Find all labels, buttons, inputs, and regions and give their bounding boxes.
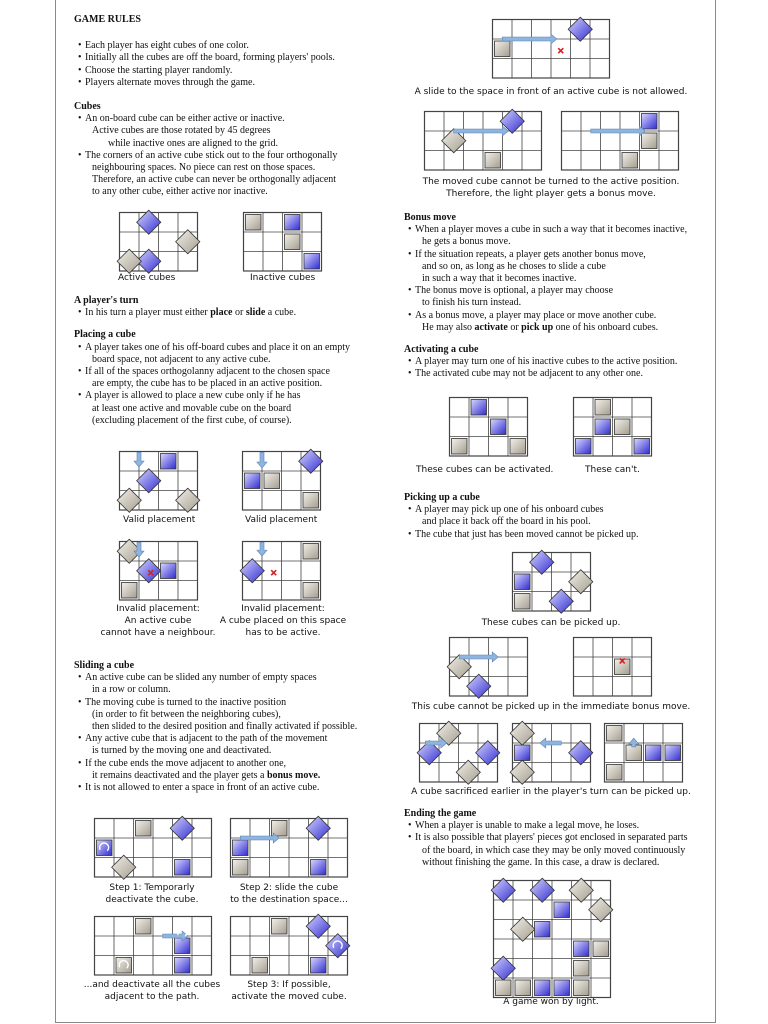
rule-line: • When a player is unable to make a legal move, he loses. — [404, 820, 704, 832]
rule-line — [404, 224, 704, 248]
diagram-not-picked-2 — [573, 637, 651, 697]
rule-line — [404, 285, 704, 309]
rule-line — [74, 672, 384, 696]
diagram-moved-cube-1 — [424, 111, 541, 171]
caption-valid-placement: Valid placement — [123, 515, 196, 525]
dark-inactive-cube-icon — [161, 454, 177, 470]
game-rules-title: GAME RULES — [74, 14, 141, 25]
light-inactive-cube-icon — [593, 941, 609, 957]
activating-heading: Activating a cube — [404, 344, 479, 356]
caption-can-activate: These cubes can be activated. — [416, 465, 554, 475]
dark-inactive-cube-icon — [642, 114, 658, 130]
light-inactive-cube-icon — [136, 821, 152, 837]
bonus-list — [404, 224, 704, 334]
caption-line: A cube placed on this space — [219, 616, 347, 626]
dark-inactive-cube-icon — [554, 980, 570, 996]
rule-text: When a player moves a cube in such a way that it becomes inactive, — [415, 224, 688, 236]
diagram-inactive-cubes — [243, 212, 321, 272]
diagram-sacrificed-1 — [419, 723, 497, 783]
caption-picked-up: These cubes can be picked up. — [481, 618, 621, 628]
diagram-not-picked-1 — [449, 637, 527, 697]
rule-line — [74, 697, 384, 734]
diagram-step3 — [230, 916, 347, 976]
light-inactive-cube-icon — [615, 419, 631, 435]
diagram-step-deactivate — [94, 916, 211, 976]
dark-inactive-cube-icon — [175, 860, 191, 876]
dark-inactive-cube-icon — [161, 563, 177, 579]
rules-page — [55, 0, 716, 1023]
rule-text: are empty, the cube has to be placed in an active position. — [92, 378, 323, 390]
caption-cant-activate: These can't. — [585, 465, 640, 475]
caption-line: to the destination space... — [230, 895, 348, 905]
caption-inactive-cubes: Inactive cubes — [250, 273, 316, 283]
light-inactive-cube-icon — [495, 41, 511, 57]
caption-line: An active cube — [124, 616, 192, 626]
rule-text: he gets a bonus move. — [422, 236, 511, 248]
caption-line: Step 2: slide the cube — [239, 883, 339, 893]
light-inactive-cube-icon — [264, 473, 280, 489]
light-inactive-cube-icon — [303, 583, 319, 599]
caption-slide-front: A slide to the space in front of an active cube is not allowed. — [414, 87, 688, 97]
rule-text: it remains deactivated and the player gets a — [92, 769, 267, 781]
light-inactive-cube-icon — [607, 765, 623, 781]
dark-inactive-cube-icon — [554, 902, 570, 918]
ending-heading: Ending the game — [404, 808, 477, 819]
diagram-picked-up — [512, 552, 590, 612]
light-inactive-cube-icon — [595, 400, 611, 416]
dark-inactive-cube-icon — [515, 745, 531, 761]
diagram-valid-placement-1 — [119, 451, 197, 511]
dark-inactive-cube-icon — [576, 439, 592, 455]
rule-text: while inactive ones are aligned to the grid. — [108, 137, 278, 149]
caption-line: Invalid placement: — [116, 604, 200, 614]
light-inactive-cube-icon — [136, 919, 152, 935]
dark-inactive-cube-icon — [233, 840, 249, 856]
intro-item: • Players alternate moves through the game. — [74, 77, 384, 89]
light-inactive-cube-icon — [285, 234, 301, 250]
intro-list — [74, 40, 384, 89]
rule-text: (excluding placement of the first cube, of course). — [92, 414, 292, 426]
light-inactive-cube-icon — [626, 745, 642, 761]
caption-invalid-active — [218, 603, 348, 639]
diagram-sacrificed-3 — [604, 723, 682, 783]
caption-line: Step 1: Temporarly — [109, 883, 195, 893]
rule-line — [74, 150, 384, 199]
rule-text: without finishing the game. In this case, a draw is declared. — [422, 856, 660, 868]
dark-inactive-cube-icon — [471, 400, 487, 416]
diagram-slide-front — [492, 19, 609, 79]
light-inactive-cube-icon — [303, 493, 319, 509]
rule-line — [74, 758, 384, 782]
light-inactive-cube-icon — [272, 919, 288, 935]
dark-inactive-cube-icon — [574, 941, 590, 957]
rule-text: bonus move. — [266, 769, 321, 781]
light-inactive-cube-icon — [485, 153, 501, 169]
rule-text: If the situation repeats, a player gets another bonus move, — [415, 248, 646, 260]
light-inactive-cube-icon — [246, 215, 262, 231]
rule-text: The corners of an active cube stick out to the four orthogonally — [85, 149, 338, 161]
caption-line: adjacent to the path. — [104, 992, 200, 1002]
rule-text: a cube. — [265, 307, 297, 319]
caption-active-cubes: Active cubes — [118, 273, 176, 283]
dark-inactive-cube-icon — [665, 745, 681, 761]
caption-line: cannot have a neighbour. — [100, 628, 216, 638]
rule-line — [404, 249, 704, 286]
light-inactive-cube-icon — [496, 980, 512, 996]
rule-line: • It is not allowed to enter a space in front of an active cube. — [74, 782, 384, 794]
rule-text: and so on, as long as he choses to slide a cube — [422, 260, 606, 272]
rule-text: to finish his turn instead. — [422, 297, 522, 309]
rule-line — [74, 307, 384, 319]
diagram-sacrificed-2 — [512, 723, 590, 783]
rule-text: The bonus move is optional, a player may choose — [415, 285, 614, 297]
light-inactive-cube-icon — [515, 980, 531, 996]
right-rules-bonus — [404, 212, 704, 381]
light-inactive-cube-icon — [642, 133, 658, 149]
rule-text: and place it back off the board in his pool. — [422, 516, 591, 528]
caption-valid-placement: Valid placement — [245, 515, 318, 525]
dark-inactive-cube-icon — [646, 745, 662, 761]
dark-inactive-cube-icon — [311, 860, 327, 876]
dark-inactive-cube-icon — [595, 419, 611, 435]
light-inactive-cube-icon — [252, 958, 268, 974]
rule-text: If all of the spaces orthogolanny adjacent to the chosen space — [85, 366, 330, 378]
diagram-step2 — [230, 818, 347, 878]
rule-line — [404, 310, 704, 334]
turn-list — [74, 307, 384, 319]
light-inactive-cube-icon — [515, 594, 531, 610]
rule-line — [74, 733, 384, 757]
left-rules-turn — [74, 295, 384, 427]
rule-line — [404, 504, 704, 528]
rule-line: • The cube that just has been moved cannot be picked up. — [404, 529, 704, 541]
dark-inactive-cube-icon — [285, 215, 301, 231]
dark-inactive-cube-icon — [535, 980, 551, 996]
caption-not-picked: This cube cannot be picked up in the immediate bonus move. — [411, 702, 691, 712]
picking-heading: Picking up a cube — [404, 492, 480, 503]
rule-text: Therefore, an active cube can never be orthogonally adjacent — [92, 174, 337, 186]
light-inactive-cube-icon — [607, 726, 623, 742]
diagram-step1 — [94, 818, 211, 878]
left-rules-sliding — [74, 660, 384, 794]
rule-text: of the board, in which case they may be only moved continuously — [422, 844, 686, 856]
light-inactive-cube-icon — [510, 439, 526, 455]
caption-step3 — [224, 979, 354, 1003]
light-inactive-cube-icon — [233, 860, 249, 876]
light-inactive-cube-icon — [574, 980, 590, 996]
dark-inactive-cube-icon — [634, 439, 650, 455]
rule-line: • The activated cube may not be adjacent to any other one. — [404, 368, 704, 380]
intro-item: • Each player has eight cubes of one color. — [74, 40, 384, 52]
left-rules-top — [74, 14, 384, 199]
rule-text: As a bonus move, a player may place or move another cube. — [415, 309, 657, 321]
caption-game-won: A game won by light. — [503, 997, 599, 1007]
rule-text: An active cube can be slided any number of empty spaces — [85, 672, 317, 684]
light-inactive-cube-icon — [622, 153, 638, 169]
caption-line: Invalid placement: — [241, 604, 325, 614]
right-rules-picking — [404, 492, 704, 541]
rule-line: • A player may turn one of his inactive cubes to the active position. — [404, 356, 704, 368]
caption-sacrificed: A cube sacrificed earlier in the player's turn can be picked up. — [411, 787, 691, 797]
caption-line: The moved cube cannot be turned to the active position. — [422, 177, 680, 187]
diagram-invalid-placement-1 — [119, 541, 197, 601]
light-inactive-cube-icon — [574, 961, 590, 977]
rule-text: A player may pick up one of his onboard cubes — [415, 504, 604, 516]
rule-text: It is also possible that players' pieces got enclosed in separated parts — [415, 832, 688, 844]
rule-line — [74, 390, 384, 427]
rule-text: in such a way that it becomes inactive. — [422, 273, 577, 285]
caption-line: deactivate the cube. — [105, 895, 199, 905]
dark-inactive-cube-icon — [304, 254, 320, 270]
diagram-invalid-placement-2 — [242, 541, 320, 601]
rule-text: pick up — [521, 321, 554, 333]
placing-list — [74, 342, 384, 427]
dark-inactive-cube-icon — [491, 419, 507, 435]
picking-list — [404, 504, 704, 541]
sliding-heading: Sliding a cube — [74, 660, 135, 671]
rule-text: (in order to fit between the neighboring cubes), — [92, 708, 281, 720]
light-inactive-cube-icon — [303, 544, 319, 560]
rule-text: slide — [245, 307, 266, 319]
rule-text: Active cubes are those rotated by 45 degrees — [92, 125, 271, 137]
rule-text: He may also — [422, 321, 475, 333]
rule-text: in a row or column. — [92, 684, 171, 696]
dark-inactive-cube-icon — [311, 958, 327, 974]
diagram-active-cubes — [119, 212, 197, 272]
dark-inactive-cube-icon — [175, 958, 191, 974]
bonus-heading: Bonus move — [404, 212, 456, 223]
intro-item: • Choose the starting player randomly. — [74, 65, 384, 77]
diagram-valid-placement-2 — [242, 451, 320, 511]
diagram-moved-cube-2 — [561, 111, 678, 171]
activating-list — [404, 356, 704, 380]
rule-text: or — [232, 307, 246, 319]
rule-text: board space, not adjacent to any active cube. — [92, 353, 271, 365]
rule-text: to any other cube, either active nor inactive. — [92, 186, 268, 198]
caption-line: Step 3: If possible, — [247, 980, 331, 990]
rule-text: activate — [474, 321, 508, 333]
rule-text: In his turn a player must either — [85, 307, 211, 319]
diagram-can-activate — [449, 397, 527, 457]
caption-line: ...and deactivate all the cubes — [83, 980, 221, 990]
rule-text: is turned by the moving one and deactivated. — [92, 745, 272, 757]
rule-text: at least one active and movable cube on the board — [92, 402, 292, 414]
dark-inactive-cube-icon — [245, 473, 261, 489]
caption-step1 — [92, 882, 212, 906]
rule-text: place — [210, 307, 233, 319]
light-inactive-cube-icon — [122, 583, 138, 599]
caption-line: Therefore, the light player gets a bonus move. — [446, 189, 656, 199]
rule-text: A player is allowed to place a new cube only if he has — [85, 390, 301, 402]
caption-step-deactivate — [82, 979, 222, 1003]
diagram-game-won — [493, 880, 610, 997]
rule-text: then slided to the desired position and finally activated if possible. — [92, 721, 358, 733]
dark-inactive-cube-icon — [535, 922, 551, 938]
rule-text: If the cube ends the move adjacent to another one, — [85, 757, 287, 769]
rule-line — [74, 113, 384, 150]
cubes-heading: Cubes — [74, 101, 101, 113]
diagram-cant-activate — [573, 397, 651, 457]
right-rules-ending — [404, 808, 704, 869]
rule-text: Any active cube that is adjacent to the path of the movement — [85, 733, 328, 745]
rule-text: A player takes one of his off-board cubes and place it on an empty — [85, 341, 351, 353]
sliding-list — [74, 672, 384, 794]
caption-moved-cube — [411, 176, 691, 200]
rule-text: An on-board cube can be either active or inactive. — [85, 113, 285, 125]
rule-line — [74, 366, 384, 390]
rule-text: or — [507, 321, 522, 333]
rule-text: one of his onboard cubes. — [553, 321, 659, 333]
intro-item: • Initially all the cubes are off the board, forming players' pools. — [74, 52, 384, 64]
caption-invalid-neighbour — [98, 603, 218, 639]
rule-text: The moving cube is turned to the inactive position — [85, 696, 287, 708]
caption-line: has to be active. — [245, 628, 321, 638]
rule-line — [404, 832, 704, 869]
turn-heading: A player's turn — [74, 295, 139, 306]
light-inactive-cube-icon — [452, 439, 468, 455]
cubes-list — [74, 113, 384, 198]
ending-list — [404, 820, 704, 869]
placing-heading: Placing a cube — [74, 329, 136, 341]
rule-line — [74, 342, 384, 366]
caption-line: activate the moved cube. — [231, 992, 347, 1002]
rule-text: neighbouring spaces. No piece can rest on those spaces. — [92, 162, 316, 174]
caption-step2 — [224, 882, 354, 906]
dark-inactive-cube-icon — [515, 574, 531, 590]
